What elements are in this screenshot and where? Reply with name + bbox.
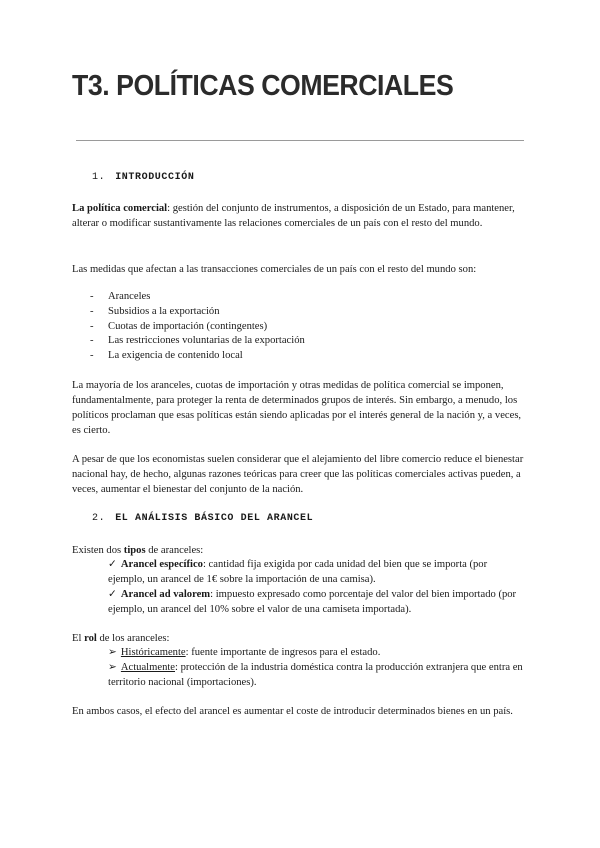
section-2-number: 2. [92, 513, 106, 524]
list-item [90, 305, 305, 320]
tariff-role-text: El [72, 633, 85, 644]
list-item [90, 290, 305, 305]
section-2-title: EL ANÁLISIS BÁSICO DEL ARANCEL [115, 513, 314, 524]
section-2-heading [92, 513, 313, 524]
tariff-types-bold: tipos [123, 545, 146, 556]
tariff-role-term: Históricamente [120, 647, 186, 658]
bullet-marker: - [90, 320, 94, 332]
list-item-text: Las restricciones voluntarias de la exportación [108, 335, 305, 347]
definition-paragraph [72, 201, 524, 231]
page-title: T3. POLÍTICAS COMERCIALES [72, 70, 454, 102]
list-item-text: Cuotas de importación (contingentes) [108, 320, 268, 332]
tariff-role-current [108, 660, 524, 690]
paragraph-welfare: A pesar de que los economistas suelen considerar que el alejamiento del libre comercio reduce el bienestar nacional hay, de hecho, algunas razones teóricas para creer que las políticas comerciales activas pueden, a veces, aumentar el bienestar del conjunto de la nación. [72, 454, 524, 495]
tariff-role-text: de los aranceles: [96, 633, 170, 644]
tariff-role-intro [72, 631, 524, 646]
definition-text: : gestión del conjunto de instrumentos, a disposición de un Estado, para mantener, alterar o modificar sustantivamente las relaciones comerciales de un país con el resto del mundo. [72, 203, 515, 229]
list-item-text: La exigencia de contenido local [108, 350, 243, 362]
tariff-types-intro [72, 543, 524, 558]
tariff-types-text: Existen dos [72, 545, 124, 556]
list-item-text: Aranceles [108, 291, 151, 302]
bullet-marker: - [90, 350, 94, 362]
list-item [90, 334, 305, 349]
list-item-text: Subsidios a la exportación [108, 305, 220, 317]
section-1-heading [92, 172, 194, 183]
title-divider [76, 140, 524, 141]
conclusion-paragraph: En ambos casos, el efecto del arancel es aumentar el coste de introducir determinados bienes en un país. [72, 706, 513, 717]
check-icon: ✓ [108, 559, 117, 570]
tariff-type-text: : cantidad fija exigida por cada unidad del bien que se importa (por ejemplo, un arancel de 1€ sobre la importación de una camisa). [108, 559, 488, 585]
list-item [90, 320, 305, 335]
tariff-type-specific [108, 557, 524, 587]
measures-list [90, 290, 305, 364]
tariff-role-desc: : fuente importante de ingresos para el estado. [185, 647, 381, 658]
arrow-bullet-icon: ➢ [108, 662, 117, 673]
definition-term: La política comercial [72, 203, 168, 214]
tariff-type-text: : impuesto expresado como porcentaje del valor del bien importado (por ejemplo, un arancel del 10% sobre el valor de una camiseta importada). [108, 589, 517, 615]
tariff-type-ad-valorem [108, 587, 524, 617]
tariff-type-term: Arancel ad valorem [120, 589, 211, 600]
tariff-role-desc: : protección de la industria doméstica contra la producción extranjera que entra en territorio nacional (importaciones). [108, 662, 523, 688]
section-1-title: INTRODUCCIÓN [115, 172, 195, 183]
list-item [90, 349, 305, 364]
tariff-role-bold: rol [84, 633, 97, 644]
measures-intro: Las medidas que afectan a las transacciones comerciales de un país con el resto del mundo son: [72, 264, 477, 275]
check-icon: ✓ [108, 589, 117, 600]
arrow-bullet-icon: ➢ [108, 647, 117, 658]
tariff-types-text: de aranceles: [145, 545, 204, 556]
paragraph-interest-groups: La mayoría de los aranceles, cuotas de importación y otras medidas de política comercial se imponen, fundamentalmente, para proteger la renta de determinados grupos de interés. Sin embargo, a menudo, los políticos proclaman que esas políticas están siendo aplicadas por el interés general de la nación y, a veces, es cierto. [72, 380, 522, 436]
tariff-role-historical [108, 645, 524, 660]
tariff-role-term: Actualmente [120, 662, 176, 673]
bullet-marker: - [90, 305, 94, 317]
tariff-type-term: Arancel específico [120, 559, 203, 570]
bullet-marker: - [90, 291, 94, 302]
bullet-marker: - [90, 335, 94, 347]
section-1-number: 1. [92, 172, 106, 183]
